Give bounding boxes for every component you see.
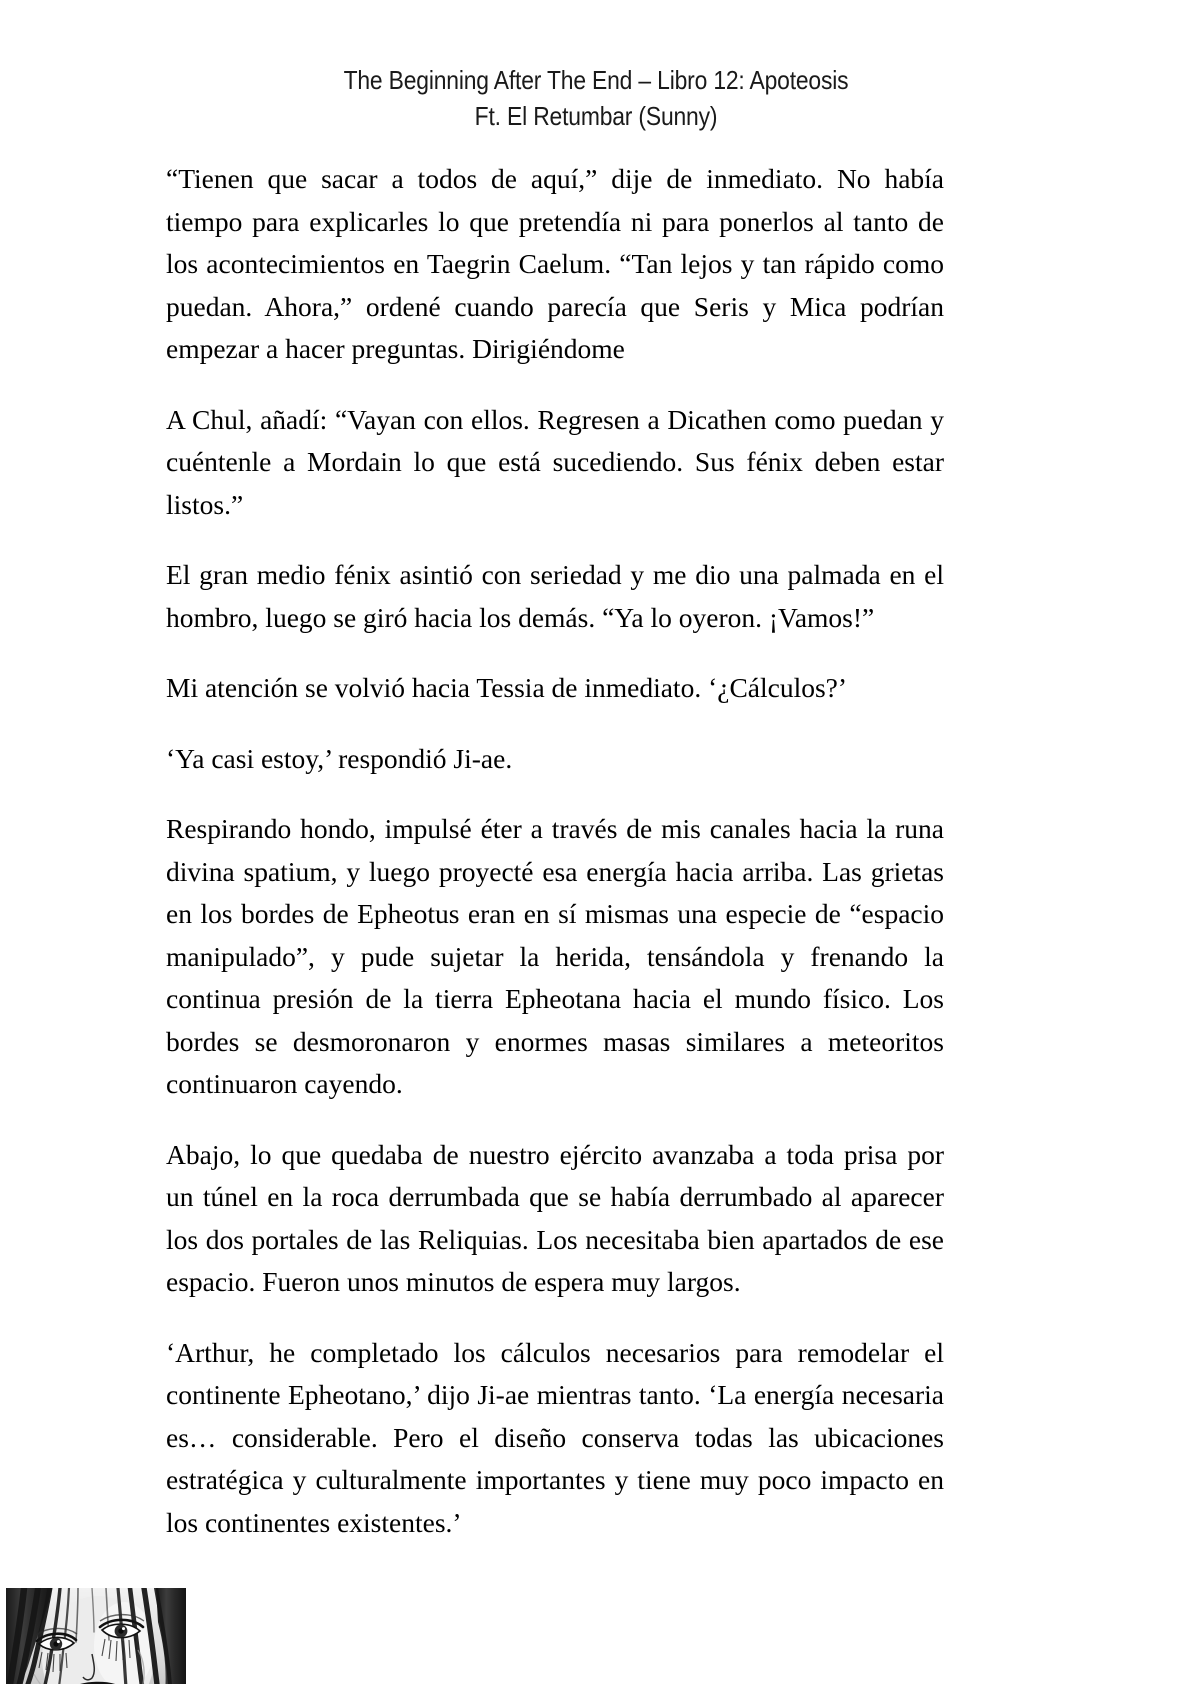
body-paragraph: A Chul, añadí: “Vayan con ellos. Regresen a Dicathen como puedan y cuéntenle a Mordain lo que está sucediendo. Sus fénix deben estar listos.” [166,403,944,520]
manga-face-icon [6,1588,186,1684]
body-paragraph: ‘Arthur, he completado los cálculos necesarios para remodelar el continente Epheotano,’ dijo Ji-ae mientras tanto. ‘La energía necesaria es… considerable. Pero el diseño conserva todas las ubicaciones estratégica y culturalmente importantes y tiene muy poco impacto en los continentes existentes.’ [166,1336,944,1538]
manga-face-illustration [6,1588,186,1684]
body-paragraph: Abajo, lo que quedaba de nuestro ejército avanzaba a toda prisa por un túnel en la roca derrumbada que se había derrumbado al aparecer los dos portales de las Reliquias. Los necesitaba bien apartados de ese espacio. Fueron unos minutos de espera muy largos. [166,1138,944,1297]
body-paragraph: “Tienen que sacar a todos de aquí,” dije de inmediato. No había tiempo para explicarles lo que pretendía ni para ponerlos al tanto de los acontecimientos en Taegrin Caelum. “Tan lejos y tan rápido como puedan. Ahora,” ordené cuando parecía que Seris y Mica podrían empezar a hacer preguntas. Dirigiéndome [166,163,944,364]
body-paragraph: ‘Ya casi estoy,’ respondió Ji-ae. [166,742,513,774]
body-paragraph: Mi atención se volvió hacia Tessia de inmediato. ‘¿Cálculos?’ [166,672,848,703]
body-paragraph: El gran medio fénix asintió con seriedad y me dio una palmada en el hombro, luego se giró hacia los demás. “Ya lo oyeron. ¡Vamos!” [166,559,944,633]
header-title-line-1: The Beginning After The End – Libro 12: Apoteosis [343,65,849,95]
body-paragraph: Respirando hondo, impulsé éter a través de mis canales hacia la runa divina spatium, y luego proyecté esa energía hacia arriba. Las grietas en los bordes de Epheotus eran en sí mismas una especie de “espacio manipulado”, y pude sujetar la herida, tensándola y frenando la continua presión de la tierra Epheotana hacia el mundo físico. Los bordes se desmoronaron y enormes masas similares a meteoritos continuaron cayendo. [166,813,944,1099]
document-header [72,62,1121,134]
document-body [166,158,944,1544]
header-subtitle-line-2: Ft. El Retumbar (Sunny) [474,101,718,131]
